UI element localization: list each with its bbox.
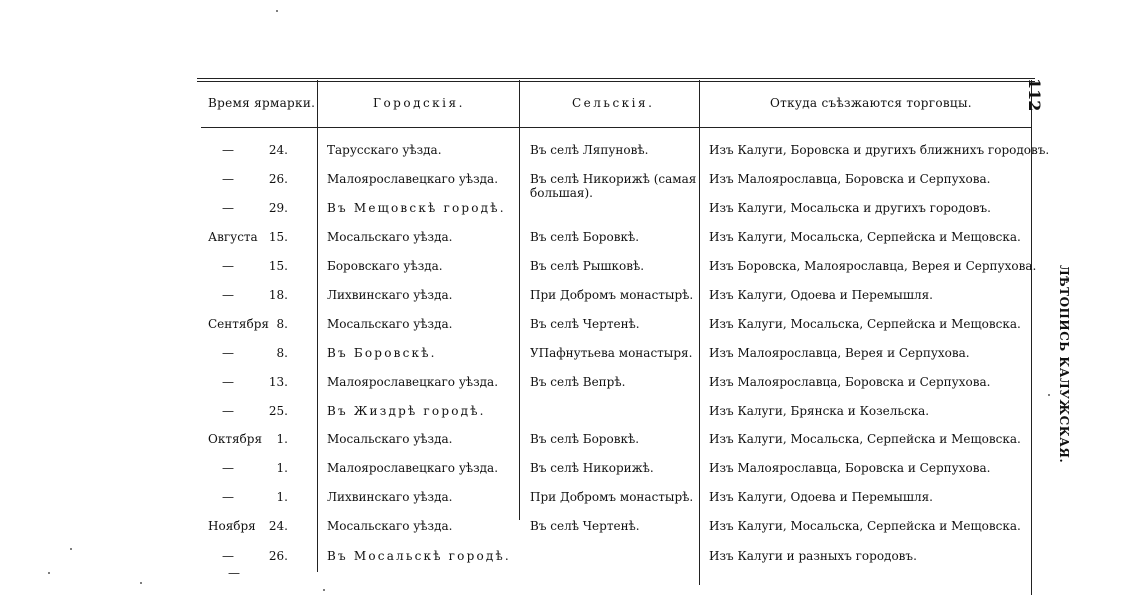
town-cell: Боровскаго уѣзда.: [327, 259, 443, 273]
day-cell: 1.: [276, 432, 288, 446]
header-origin: Откуда съѣзжаются торговцы.: [770, 96, 972, 110]
month-cell: —: [222, 346, 234, 360]
town-cell: Тарусскаго уѣзда.: [327, 143, 442, 157]
origin-cell: Изъ Калуги, Брянска и Козельска.: [709, 404, 930, 418]
scan-speck: [323, 589, 325, 591]
day-cell: 26.: [268, 549, 288, 563]
day-cell: 1.: [276, 490, 288, 504]
village-cell: Въ селѣ Боровкѣ.: [530, 432, 640, 446]
town-cell: Въ Боровскѣ.: [327, 346, 437, 360]
table-row: [0, 172, 1140, 201]
town-cell: Въ Мещовскѣ городѣ.: [327, 201, 506, 215]
day-cell: 25.: [268, 404, 288, 418]
origin-cell: Изъ Калуги, Одоева и Перемышля.: [709, 288, 933, 302]
day-cell: 24.: [268, 143, 288, 157]
village-cell: Въ селѣ Чертенѣ.: [530, 317, 640, 331]
month-cell: —: [222, 461, 234, 475]
table-top-rule: [197, 78, 1035, 79]
town-cell: Мосальскаго уѣзда.: [327, 230, 453, 244]
town-cell: Лихвинскаго уѣзда.: [327, 288, 453, 302]
running-title: ЛѢТОПИСЬ КАЛУЖСКАЯ.: [1057, 265, 1071, 464]
village-cell: Въ селѣ Ляпуновѣ.: [530, 143, 649, 157]
scan-speck: [140, 582, 142, 584]
table-row: [0, 519, 1140, 548]
scan-speck: [70, 548, 72, 550]
page-number: 112: [1025, 78, 1044, 112]
origin-cell: Изъ Калуги, Мосальска, Серпейска и Мещовска.: [709, 230, 1021, 244]
month-cell: Ноября: [208, 519, 256, 533]
day-cell: 24.: [268, 519, 288, 533]
table-row: [0, 346, 1140, 375]
village-cell: Въ селѣ Вепрѣ.: [530, 375, 626, 389]
origin-cell: Изъ Малоярославца, Боровска и Серпухова.: [709, 461, 991, 475]
town-cell: Мосальскаго уѣзда.: [327, 519, 453, 533]
header-time: Время ярмарки.: [208, 96, 316, 110]
day-cell: 29.: [268, 201, 288, 215]
table-row: [0, 259, 1140, 288]
table-top-rule-2: [197, 81, 1035, 82]
day-cell: 8.: [276, 346, 288, 360]
town-cell: Малоярославецкаго уѣзда.: [327, 172, 499, 186]
village-cell: Въ селѣ Чертенѣ.: [530, 519, 640, 533]
table-row: [0, 549, 1140, 578]
month-cell: —: [222, 172, 234, 186]
scan-speck: [48, 572, 50, 574]
day-cell: 15.: [268, 259, 288, 273]
town-cell: Мосальскаго уѣзда.: [327, 432, 453, 446]
table-row: [0, 432, 1140, 461]
town-cell: Малоярославецкаго уѣзда.: [327, 375, 499, 389]
day-cell: 13.: [268, 375, 288, 389]
origin-cell: Изъ Калуги, Мосальска и другихъ городовъ.: [709, 201, 991, 215]
month-cell: —: [222, 143, 234, 157]
month-cell: —: [222, 490, 234, 504]
day-cell: 18.: [268, 288, 288, 302]
origin-cell: Изъ Малоярославца, Боровска и Серпухова.: [709, 375, 991, 389]
town-cell: Въ Жиздрѣ городѣ.: [327, 404, 486, 418]
month-cell: Октября: [208, 432, 263, 446]
table-row: [0, 201, 1140, 230]
origin-cell: Изъ Калуги, Мосальска, Серпейска и Мещовска.: [709, 317, 1021, 331]
month-cell: —: [222, 549, 234, 563]
village-cell: Въ селѣ Рышковѣ.: [530, 259, 645, 273]
table-row: [0, 230, 1140, 259]
town-cell: Малоярославецкаго уѣзда.: [327, 461, 499, 475]
day-cell: 26.: [268, 172, 288, 186]
month-cell: —: [222, 288, 234, 302]
village-cell: При Добромъ монастырѣ.: [530, 490, 694, 504]
trailing-dash: —: [228, 566, 240, 580]
day-cell: 8.: [276, 317, 288, 331]
origin-cell: Изъ Малоярославца, Боровска и Серпухова.: [709, 172, 991, 186]
table-row: [0, 375, 1140, 404]
origin-cell: Изъ Калуги, Мосальска, Серпейска и Мещовска.: [709, 432, 1021, 446]
town-cell: Въ Мосальскѣ городѣ.: [327, 549, 511, 563]
table-row: [0, 404, 1140, 433]
month-cell: —: [222, 259, 234, 273]
origin-cell: Изъ Калуги, Одоева и Перемышля.: [709, 490, 933, 504]
village-cell: Въ селѣ Никорижѣ (самая большая).: [530, 172, 697, 200]
origin-cell: Изъ Калуги и разныхъ городовъ.: [709, 549, 917, 563]
day-cell: 15.: [268, 230, 288, 244]
town-cell: Лихвинскаго уѣзда.: [327, 490, 453, 504]
table-row: [0, 317, 1140, 346]
header-village: Сельскія.: [572, 96, 655, 110]
header-bottom-rule: [201, 127, 1031, 128]
origin-cell: Изъ Калуги, Мосальска, Серпейска и Мещовска.: [709, 519, 1021, 533]
table-row: [0, 143, 1140, 172]
town-cell: Мосальскаго уѣзда.: [327, 317, 453, 331]
origin-cell: Изъ Боровска, Малоярославца, Верея и Серпухова.: [709, 259, 1037, 273]
origin-cell: Изъ Калуги, Боровска и другихъ ближнихъ городовъ.: [709, 143, 1050, 157]
village-cell: Въ селѣ Боровкѣ.: [530, 230, 640, 244]
origin-cell: Изъ Малоярославца, Верея и Серпухова.: [709, 346, 970, 360]
table-row: [0, 461, 1140, 490]
day-cell: 1.: [276, 461, 288, 475]
month-cell: —: [222, 201, 234, 215]
scan-speck: [276, 10, 278, 12]
village-cell: УПафнутьева монастыря.: [530, 346, 693, 360]
month-cell: —: [222, 404, 234, 418]
table-row: [0, 288, 1140, 317]
month-cell: Августа: [208, 230, 258, 244]
scan-speck: [1048, 394, 1050, 396]
village-cell: При Добромъ монастырѣ.: [530, 288, 694, 302]
month-cell: Сентября: [208, 317, 269, 331]
village-cell: Въ селѣ Никорижѣ.: [530, 461, 654, 475]
header-town: Городскія.: [373, 96, 465, 110]
month-cell: —: [222, 375, 234, 389]
table-row: [0, 490, 1140, 519]
